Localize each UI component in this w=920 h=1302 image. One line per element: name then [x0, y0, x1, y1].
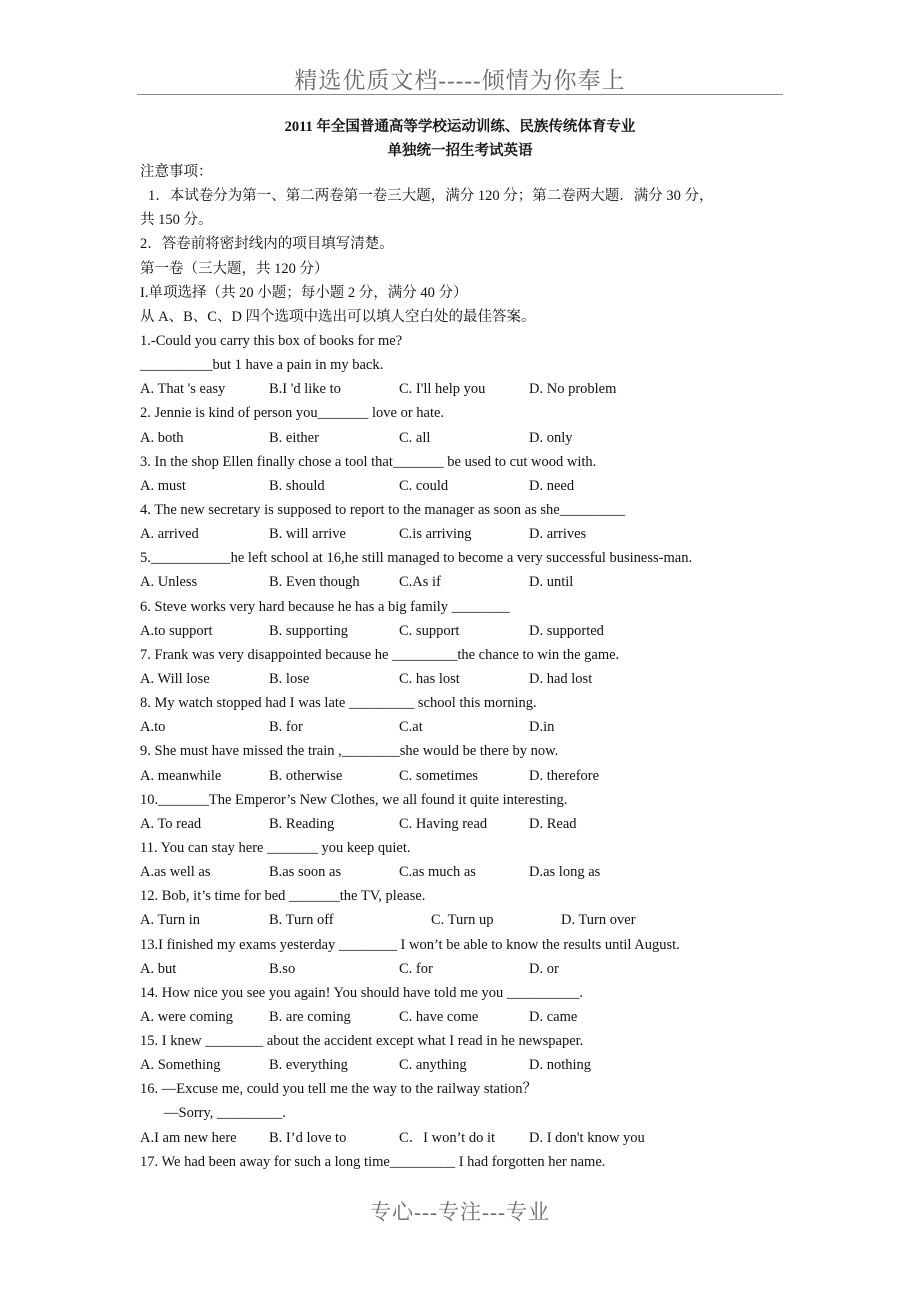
question-stem: 7. Frank was very disappointed because he _________the chance to win the game.	[140, 646, 620, 663]
answer-option-a: A.as well as	[140, 864, 211, 881]
answer-option-c: C. I'll help you	[399, 381, 486, 398]
answer-option-a: A.to support	[140, 622, 213, 639]
answer-option-c: C. Turn up	[431, 912, 494, 929]
answer-option-b: B. Even though	[269, 574, 360, 591]
question-stem-cont: —Sorry, _________.	[164, 1105, 286, 1122]
answer-option-a: A. meanwhile	[140, 767, 222, 784]
answer-options	[140, 667, 790, 691]
answer-options	[140, 1005, 790, 1029]
answer-option-d: D. need	[529, 477, 575, 494]
answer-options	[140, 377, 790, 401]
answer-options	[140, 957, 790, 981]
question-item	[140, 884, 790, 932]
answer-option-a: A.to	[140, 719, 166, 736]
answer-option-c: C. have come	[399, 1008, 479, 1025]
answer-option-b: B. Reading	[269, 815, 335, 832]
exam-title-line-2: 单独统一招生考试英语	[387, 143, 533, 159]
answer-option-c: C. could	[399, 477, 449, 494]
answer-options	[140, 715, 790, 739]
answer-option-d: D. or	[529, 960, 559, 977]
question-item	[140, 691, 790, 739]
question-stem: 6. Steve works very hard because he has a big family ________	[140, 598, 510, 615]
answer-option-c: C. all	[399, 429, 431, 446]
answer-option-b: B. I’d love to	[269, 1129, 347, 1146]
section-1-heading: I.单项选择（共 20 小题；每小题 2 分，满分 40 分）	[140, 284, 468, 301]
answer-option-a: A. To read	[140, 815, 202, 832]
question-stem: 1.-Could you carry this box of books for me?	[140, 332, 403, 349]
answer-option-d: D.in	[529, 719, 555, 736]
answer-option-b: B.so	[269, 960, 296, 977]
answer-option-b: B. will arrive	[269, 526, 346, 543]
answer-options	[140, 426, 790, 450]
header-rule	[137, 94, 783, 95]
answer-options	[140, 619, 790, 643]
answer-option-a: A. were coming	[140, 1008, 234, 1025]
answer-option-d: D. until	[529, 574, 574, 591]
question-item	[140, 595, 790, 643]
question-item	[140, 329, 790, 401]
answer-option-b: B.as soon as	[269, 864, 342, 881]
question-list	[140, 329, 790, 1174]
question-stem-cont: __________but 1 have a pain in my back.	[140, 357, 384, 374]
answer-option-b: B.I 'd like to	[269, 381, 341, 398]
answer-option-c: C. support	[399, 622, 460, 639]
part-1-heading: 第一卷（三大题，共 120 分）	[140, 260, 329, 277]
answer-option-c: C.is arriving	[399, 526, 472, 543]
answer-option-b: B. should	[269, 477, 325, 494]
answer-option-a: A. arrived	[140, 526, 199, 543]
answer-options	[140, 812, 790, 836]
exam-title-line-1: 2011 年全国普通高等学校运动训练、民族传统体育专业	[284, 119, 636, 135]
question-item	[140, 401, 790, 449]
question-stem: 17. We had been away for such a long time_________ I had forgotten her name.	[140, 1153, 606, 1170]
question-stem: 14. How nice you see you again! You should have told me you __________.	[140, 984, 584, 1001]
answer-option-b: B. otherwise	[269, 767, 343, 784]
answer-options	[140, 474, 790, 498]
question-stem: 4. The new secretary is supposed to report to the manager as soon as she_________	[140, 501, 625, 518]
answer-option-a: A. must	[140, 477, 186, 494]
question-stem: 16. —Excuse me, could you tell me the way to the railway station？	[140, 1081, 538, 1098]
exam-body	[140, 160, 790, 1174]
question-stem: 10._______The Emperor’s New Clothes, we all found it quite interesting.	[140, 791, 568, 808]
answer-option-b: B. lose	[269, 670, 310, 687]
answer-option-d: D. Read	[529, 815, 577, 832]
answer-option-d: D. I don't know you	[529, 1129, 645, 1146]
notice-item-2: 2．答卷前将密封线内的项目填写清楚。	[140, 236, 394, 253]
question-stem: 12. Bob, it’s time for bed _______the TV, please.	[140, 888, 426, 905]
question-stem: 11. You can stay here _______ you keep quiet.	[140, 839, 411, 856]
answer-option-d: D. only	[529, 429, 573, 446]
answer-options	[140, 522, 790, 546]
answer-option-b: B. supporting	[269, 622, 348, 639]
section-1-instruction: 从 A、B、C、D 四个选项中选出可以填人空白处的最佳答案。	[140, 308, 536, 325]
notice-heading: 注意事项：	[140, 164, 213, 180]
answer-options	[140, 570, 790, 594]
answer-option-c: C. has lost	[399, 670, 460, 687]
answer-options	[140, 764, 790, 788]
question-item	[140, 836, 790, 884]
question-stem: 2. Jennie is kind of person you_______ love or hate.	[140, 405, 445, 422]
question-stem: 3. In the shop Ellen finally chose a tool that_______ be used to cut wood with.	[140, 453, 597, 470]
answer-option-b: B. either	[269, 429, 319, 446]
answer-option-d: D. came	[529, 1008, 578, 1025]
answer-option-a: A. Turn in	[140, 912, 201, 929]
answer-option-d: D. supported	[529, 622, 604, 639]
answer-option-c: C. for	[399, 960, 433, 977]
answer-options	[140, 860, 790, 884]
page-footer: 专心---专注---专业	[370, 1200, 550, 1224]
question-item	[140, 1150, 790, 1174]
question-item	[140, 546, 790, 594]
answer-option-d: D. therefore	[529, 767, 600, 784]
answer-option-d: D.as long as	[529, 864, 601, 881]
answer-option-c: C.at	[399, 719, 423, 736]
answer-option-a: A. That 's easy	[140, 381, 226, 398]
answer-option-d: D. nothing	[529, 1057, 592, 1074]
question-item	[140, 643, 790, 691]
answer-option-d: D. arrives	[529, 526, 587, 543]
answer-option-b: B. are coming	[269, 1008, 351, 1025]
answer-option-c: C. sometimes	[399, 767, 478, 784]
answer-options	[140, 1053, 790, 1077]
question-item	[140, 1077, 790, 1149]
question-stem: 9. She must have missed the train ,________she would be there by now.	[140, 743, 559, 760]
question-stem: 15. I knew ________ about the accident except what I read in he newspaper.	[140, 1033, 584, 1050]
answer-option-d: D. No problem	[529, 381, 617, 398]
question-stem: 8. My watch stopped had I was late _________ school this morning.	[140, 695, 537, 712]
question-stem: 5.___________he left school at 16,he still managed to become a very successful business-man.	[140, 550, 693, 567]
answer-option-a: A. Unless	[140, 574, 198, 591]
answer-option-d: D. had lost	[529, 670, 593, 687]
answer-option-a: A. both	[140, 429, 184, 446]
answer-option-c: C.As if	[399, 574, 441, 591]
question-item	[140, 498, 790, 546]
question-item	[140, 1029, 790, 1077]
answer-option-b: B. everything	[269, 1057, 348, 1074]
answer-option-c: C. anything	[399, 1057, 467, 1074]
question-item	[140, 739, 790, 787]
answer-option-a: A. Will lose	[140, 670, 210, 687]
question-item	[140, 450, 790, 498]
page-header: 精选优质文档-----倾情为你奉上	[294, 68, 626, 93]
answer-option-a: A.I am new here	[140, 1129, 237, 1146]
answer-option-c: C. Having read	[399, 815, 488, 832]
question-item	[140, 981, 790, 1029]
answer-option-c: C.as much as	[399, 864, 476, 881]
answer-option-b: B. for	[269, 719, 303, 736]
answer-option-b: B. Turn off	[269, 912, 334, 929]
answer-option-c: C．I won’t do it	[399, 1129, 495, 1146]
question-item	[140, 788, 790, 836]
answer-options	[140, 908, 790, 932]
question-stem: 13.I finished my exams yesterday ________ I won’t be able to know the results until August.	[140, 936, 680, 953]
notice-item-1-cont: 共 150 分。	[140, 212, 213, 229]
answer-option-a: A. Something	[140, 1057, 221, 1074]
notice-item-1: 1．本试卷分为第一、第二两卷第一卷三大题，满分 120 分；第二卷两大题．满分 30 分，	[148, 188, 714, 205]
answer-option-d: D. Turn over	[561, 912, 636, 929]
question-item	[140, 933, 790, 981]
answer-option-a: A. but	[140, 960, 177, 977]
answer-options	[140, 1126, 790, 1150]
